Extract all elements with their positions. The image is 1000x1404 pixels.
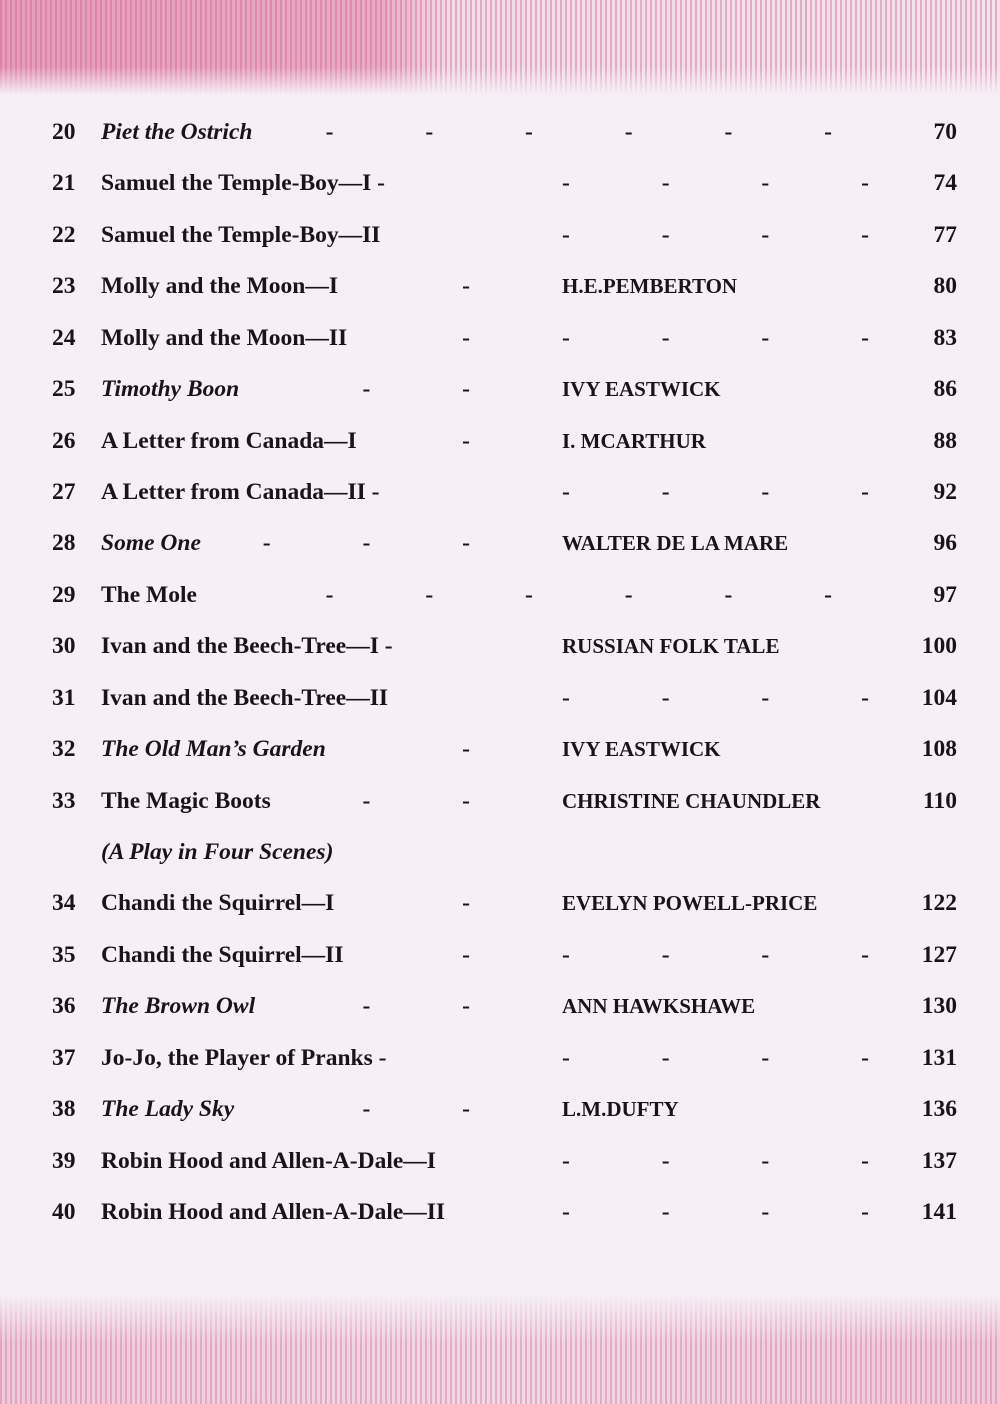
page-number: 110 [923, 787, 957, 814]
entry-number: 34 [52, 890, 76, 917]
entry-author: WALTER DE LA MARE [562, 531, 789, 556]
entry-title: Samuel the Temple-Boy—II [101, 221, 381, 248]
dot-leader: - [462, 941, 470, 968]
entry-number: 33 [52, 787, 76, 814]
toc-entry [0, 786, 1000, 816]
page-number: 88 [933, 427, 957, 454]
entry-number: 21 [52, 170, 76, 197]
entry-title: Robin Hood and Allen-A-Dale—I [101, 1147, 436, 1174]
dot-leader: - - [362, 1096, 470, 1123]
page-number: 70 [933, 119, 957, 145]
toc-entry [0, 580, 1000, 610]
entry-number: 20 [52, 119, 76, 145]
entry-author: - - - - [562, 684, 869, 711]
entry-author: - - - - [562, 221, 869, 248]
entry-number: 23 [52, 273, 76, 300]
entry-title: Piet the Ostrich [101, 119, 253, 145]
entry-title: Samuel the Temple-Boy—I - [101, 170, 385, 197]
toc-entry [0, 220, 1000, 250]
toc-entry [0, 323, 1000, 353]
entry-title: The Brown Owl [101, 993, 256, 1020]
entry-title: (A Play in Four Scenes) [101, 839, 334, 866]
entry-author: L.M.DUFTY [562, 1097, 679, 1122]
toc-entry [0, 477, 1000, 507]
entry-title: Timothy Boon [101, 376, 240, 403]
entry-title: Chandi the Squirrel—II [101, 941, 344, 968]
entry-title: Ivan and the Beech-Tree—I - [101, 633, 393, 660]
decorative-top-border [0, 0, 1000, 95]
page-number: 80 [933, 273, 957, 300]
toc-entry [0, 940, 1000, 970]
dot-leader: - - - [262, 530, 470, 557]
entry-title: The Mole [101, 581, 197, 608]
page-number: 104 [921, 684, 957, 711]
toc-entry [0, 888, 1000, 918]
entry-author: RUSSIAN FOLK TALE [562, 634, 780, 659]
entry-author: EVELYN POWELL-PRICE [562, 891, 818, 916]
entry-author: H.E.PEMBERTON [562, 274, 738, 299]
toc-entry [0, 426, 1000, 456]
entry-title: Robin Hood and Allen-A-Dale—II [101, 1199, 446, 1226]
toc-entry [0, 1146, 1000, 1176]
entry-author: - - - - [562, 1199, 869, 1226]
page-number: 141 [921, 1199, 957, 1226]
dot-leader: - - [362, 376, 470, 403]
dot-leader: - - - - - - [325, 581, 832, 608]
entry-title: The Old Man’s Garden [101, 736, 326, 763]
entry-number: 36 [52, 993, 76, 1020]
entry-author: IVY EASTWICK [562, 737, 721, 762]
entry-number: 25 [52, 376, 76, 403]
entry-title: Some One [101, 530, 201, 557]
dot-leader: - [462, 736, 470, 763]
toc-entry [0, 168, 1000, 198]
page-number: 130 [921, 993, 957, 1020]
entry-title: The Magic Boots [101, 787, 271, 814]
entry-number: 30 [52, 633, 76, 660]
entry-title: Molly and the Moon—II [101, 324, 348, 351]
entry-author: I. MCARTHUR [562, 428, 706, 453]
dot-leader: - [462, 890, 470, 917]
entry-number: 31 [52, 684, 76, 711]
page-number: 100 [921, 633, 957, 660]
page-number: 127 [921, 941, 957, 968]
page-number: 96 [933, 530, 957, 557]
entry-number: 39 [52, 1147, 76, 1174]
dot-leader: - - - - - - [325, 119, 832, 145]
toc-entry [0, 1197, 1000, 1227]
entry-title: Ivan and the Beech-Tree—II [101, 684, 389, 711]
entry-number: 27 [52, 479, 76, 505]
page-number: 131 [921, 1044, 957, 1071]
page-number: 92 [933, 479, 957, 505]
entry-author: - - - - [562, 1147, 869, 1174]
entry-number: 40 [52, 1199, 76, 1226]
page-number: 97 [933, 581, 957, 608]
entry-title: The Lady Sky [101, 1096, 235, 1123]
entry-number: 32 [52, 736, 76, 763]
entry-author: - - - - [562, 941, 869, 968]
page-number: 137 [921, 1147, 957, 1174]
entry-author: - - - - [562, 1044, 869, 1071]
entry-author: - - - - [562, 324, 869, 351]
entry-number: 37 [52, 1044, 76, 1071]
toc-entry [0, 734, 1000, 764]
entry-author: IVY EASTWICK [562, 377, 721, 402]
entry-number: 26 [52, 427, 76, 454]
dot-leader: - - [362, 787, 470, 814]
entry-author: ANN HAWKSHAWE [562, 994, 756, 1019]
page-number: 86 [933, 376, 957, 403]
entry-number: 24 [52, 324, 76, 351]
entry-author: - - - - [562, 479, 869, 505]
toc-entry [0, 1043, 1000, 1073]
page-number: 136 [921, 1096, 957, 1123]
dot-leader: - - [362, 993, 470, 1020]
entry-number: 28 [52, 530, 76, 557]
decorative-bottom-border [0, 1294, 1000, 1404]
entry-number: 38 [52, 1096, 76, 1123]
entry-title: Molly and the Moon—I [101, 273, 338, 300]
toc-entry-subtitle [0, 837, 1000, 867]
dot-leader: - [462, 324, 470, 351]
entry-number: 35 [52, 941, 76, 968]
toc-entry [0, 374, 1000, 404]
toc-entry [0, 683, 1000, 713]
dot-leader: - [462, 273, 470, 300]
page-number: 122 [921, 890, 957, 917]
entry-title: A Letter from Canada—I [101, 427, 357, 454]
page-number: 108 [921, 736, 957, 763]
dot-leader: - [462, 427, 470, 454]
toc-entry [0, 631, 1000, 661]
toc-entry [0, 528, 1000, 558]
entry-title: A Letter from Canada—II - [101, 479, 380, 505]
entry-title: Jo-Jo, the Player of Pranks - [101, 1044, 387, 1071]
toc-entry [0, 271, 1000, 301]
toc-entry [0, 1094, 1000, 1124]
entry-title: Chandi the Squirrel—I [101, 890, 335, 917]
entry-author: - - - - [562, 170, 869, 197]
page-number: 77 [933, 221, 957, 248]
entry-number: 29 [52, 581, 76, 608]
toc-entry [0, 117, 1000, 147]
entry-author: CHRISTINE CHAUNDLER [562, 788, 821, 813]
toc-entry [0, 991, 1000, 1021]
entry-number: 22 [52, 221, 76, 248]
page-number: 83 [933, 324, 957, 351]
page-number: 74 [933, 170, 957, 197]
